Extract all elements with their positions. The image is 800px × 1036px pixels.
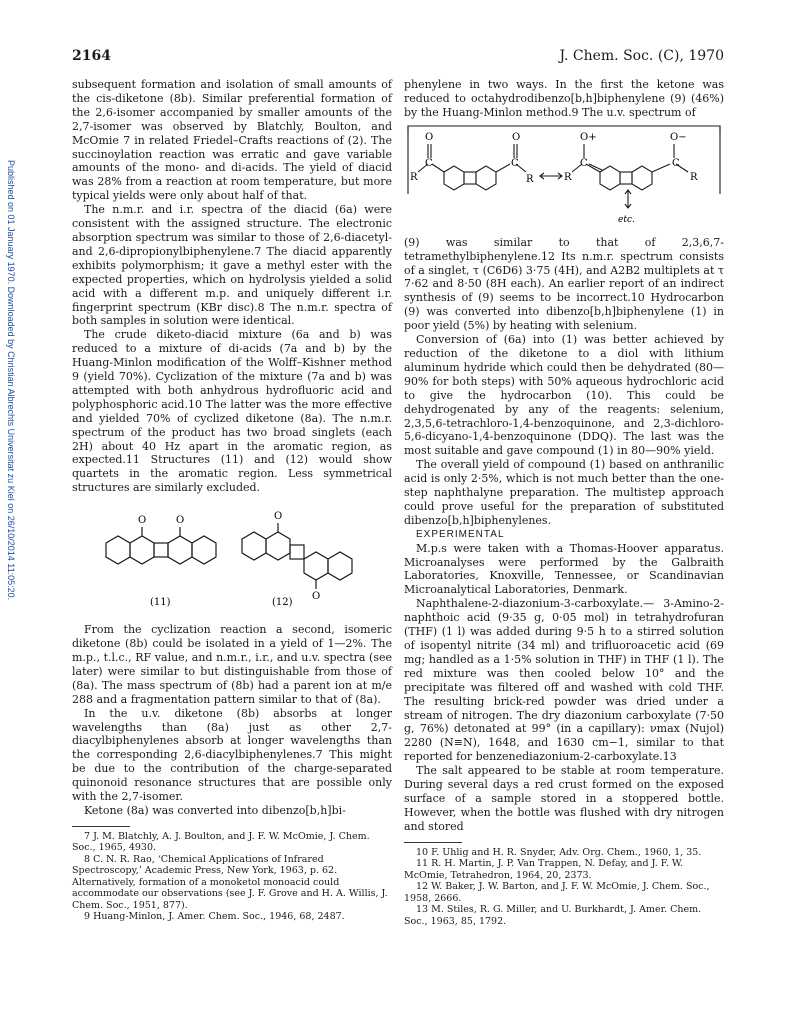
page-number: 2164 <box>72 48 111 64</box>
experimental-paragraph-1: M.p.s were taken with a Thomas-Hoover apparatus. Microanalyses were performed by the Galbraith Laboratories, Knoxville, Tennessee, or Scandinavian Microanalytical Laboratories, Denmark. <box>404 541 724 597</box>
left-paragraph-5: In the u.v. diketone (8b) absorbs at longer wavelengths than (8a) just as other 2,7-diacylbiphenylenes absorb at longer wavelengths than the corresponding 2,6-diacylbiphenylenes.7 This might be due to the contribution of the charge-separated quinonoid resonance structures that are possible only with the 2,7-isomer. <box>72 706 392 804</box>
ring-12-right-benzene <box>304 552 328 580</box>
mid-c-label: C <box>511 157 519 169</box>
right-paragraph-4: The overall yield of compound (1) based on anthranilic acid is only 2·5%, which is not much better than the one-step naphthalyne preparation. The multistep approach could prove useful for the preparation of substituted dibenzo[b,h]biphenylenes. <box>404 458 724 527</box>
left-r-label: R <box>410 171 418 183</box>
carbonyl-o-11b: O <box>176 515 185 527</box>
ring-11-right-cyclohexanone <box>192 536 216 564</box>
right-r-label: R <box>564 171 572 183</box>
footnote-rule-right <box>404 842 462 843</box>
footnote-12: 12 W. Baker, J. W. Barton, and J. F. W. McOmie, J. Chem. Soc., 1958, 2666. <box>404 881 710 904</box>
experimental-paragraph-2: Naphthalene-2-diazonium-3-carboxylate.— 3-Amino-2-naphthoic acid (9·35 g, 0·05 mol) in tetrahydrofuran (THF) (1 l) was added during 9·5 h to a stirred solution of isopentyl nitrite (34 ml) and trifluoroacetic acid (69 mg; handled as a 1·5% solution in THF) in THF (1 l). The red mixture was then cooled below 10° and the precipitate was filtered off and washed with cold THF. The resulting brick-red powder was dried under a stream of nitrogen. The dry diazonium carboxylate (7·50 g, 76%) detonated at 99° (in a capillary): νmax (Nujol) 2280 (N≡N), 1648, and 1630 cm−1, similar to that reported for benzenediazonium-2-carboxylate.13 <box>404 597 724 764</box>
footnote-7: 7 J. M. Blatchly, A. J. Boulton, and J. F. W. McOmie, J. Chem. Soc., 1965, 4930. <box>72 830 370 854</box>
right-c-label: C <box>580 157 588 169</box>
structure-12-label: (12) <box>272 597 293 609</box>
mid-r-label: R <box>526 173 534 185</box>
carbonyl-o-12a: O <box>274 511 283 523</box>
resonance-figure <box>404 124 724 230</box>
left-paragraph-6: Ketone (8a) was converted into dibenzo[b,h]bi- <box>84 803 346 817</box>
ring-12-left-benzene <box>266 532 290 560</box>
left-o-label: O <box>425 131 434 143</box>
experimental-paragraph-3: The salt appeared to be stable at room temperature. During several days a red crust formed on the exposed surface of a sample stored in a stoppered bottle. However, when the bottle was flushed with dry nitrogen and stored <box>404 764 724 833</box>
right-c2-label: C <box>672 157 680 169</box>
etc-label: etc. <box>618 214 635 225</box>
right-column <box>404 78 724 927</box>
ring-11-left-cyclohexanone <box>106 536 130 564</box>
carbonyl-o-12b: O <box>312 591 321 603</box>
footnote-9: 9 Huang-Minlon, J. Amer. Chem. Soc., 1946, 68, 2487. <box>84 911 345 923</box>
right-r2-label: R <box>690 171 698 183</box>
right-paragraph-2: (9) was similar to that of 2,3,6,7-tetramethylbiphenylene.12 Its n.m.r. spectrum consists of a singlet, τ (C6D6) 3·75 (4H), and A2B2 multiplets at τ 7·62 and 8·50 (8H each). An earlier report of an indirect synthesis of (9) seems to be incorrect.10 Hydrocarbon (9) was converted into dibenzo[b,h]biphenylene (1) in poor yield (5%) by heating with selenium. <box>404 235 724 333</box>
left-paragraph-2: The n.m.r. and i.r. spectra of the diacid (6a) were consistent with the assigned structure. The electronic absorption spectrum was similar to those of 2,6-diacetyl- and 2,6-dipropionylbiphenylene.7 The diacid apparently exhibits polymorphism; it gave a methyl ester with the expected properties, which on hydrolysis yielded a solid acid with a different m.p. and uniquely different i.r. fingerprint spectrum (KBr disc).8 The n.m.r. spectra of both samples in solution were identical. <box>72 203 392 328</box>
left-c-label: C <box>425 157 433 169</box>
footnote-8: 8 C. N. R. Rao, ‘Chemical Applications of Infrared Spectroscopy,’ Academic Press, New York, 1963, p. 62. Alternatively, formation of a monoketol monoacid could accommodate our observations (see J. F. Grove and H. A. Willis, J. Chem. Soc., 1951, 877). <box>72 853 388 911</box>
ring-11-cyclobutadiene <box>154 543 168 557</box>
right-o-minus-label: O− <box>670 131 687 143</box>
mid-o-label: O <box>512 131 521 143</box>
structures-11-12-diagram <box>72 503 392 613</box>
journal-header: J. Chem. Soc. (C), 1970 <box>559 48 724 64</box>
ring-11-right-benzene <box>168 536 192 564</box>
left-paragraph-3: The crude diketo-diacid mixture (6a and b) was reduced to a mixture of di-acids (7a and b) by the Huang-Minlon modification of the Wolff–Kishner method 9 (yield 70%). Cyclization of the mixture (7a and b) was attempted with both anhydrous hydrofluoric acid and polyphosphoric acid.10 The latter was the more effective and yielded 70% of cyclized diketone (8a). The n.m.r. spectrum of the product has two broad singlets (each 2H) about 40 Hz apart in the aromatic region, as expected.11 Structures (11) and (12) would show quartets in the aromatic region. Less symmetrical structures are similarly excluded. <box>72 328 392 495</box>
ring-12-right-cyclohexanone <box>328 552 352 580</box>
right-paragraph-3: Conversion of (6a) into (1) was better achieved by reduction of the diketone to a diol with lithium aluminum hydride which could then be dehydrated (80—90% for both steps) with 50% aqueous hydrochloric acid to give the hydrocarbon (10). This could be dehydrogenated by any of the reagents: selenium, 2,3,5,6-tetrachloro-1,4-benzoquinone, and 2,3-dichloro-5,6-dicyano-1,4-benzoquinone (DDQ). The last was the most suitable and gave compound (1) in 80—90% yield. <box>404 333 724 458</box>
download-notice-text: Published on 01 January 1970. Downloaded by Christian Albrechts Universitat zu Kiel on 26/10/2014 11:05:20. <box>6 160 16 601</box>
footnote-13: 13 M. Stiles, R. G. Miller, and U. Burkhardt, J. Amer. Chem. Soc., 1963, 85, 1792. <box>404 904 702 927</box>
structure-11-label: (11) <box>150 597 171 609</box>
resonance-diagram <box>404 124 724 230</box>
footnote-11: 11 R. H. Martin, J. P. Van Trappen, N. Defay, and J. F. W. McOmie, Tetrahedron, 1964, 20, 2373. <box>404 858 684 881</box>
right-paragraph-1: phenylene in two ways. In the first the ketone was reduced to octahydrodibenzo[b,h]biphenylene (9) (46%) by the Huang-Minlon method.9 The u.v. spectrum of <box>404 78 724 119</box>
right-o-plus-label: O+ <box>580 131 597 143</box>
left-paragraph-4: From the cyclization reaction a second, isomeric diketone (8b) could be isolated in a yield of 1—2%. The m.p., t.l.c., RF value, and n.m.r., i.r., and u.v. spectra (see later) were similar to but distinguishable from those of (8a). The mass spectrum of (8b) had a parent ion at m/e 288 and a fragmentation pattern similar to that of (8a). <box>72 623 392 706</box>
left-column <box>72 78 392 923</box>
ring-12-left-cyclohexanone <box>242 532 266 560</box>
footnote-10-adv: 10 F. Uhlig and H. R. Snyder, Adv. Org. Chem., 1960, 1, 35. <box>416 846 702 858</box>
left-paragraph-1: subsequent formation and isolation of small amounts of the cis-diketone (8b). Similar preferential formation of the 2,6-isomer accompanied by smaller amounts of the 2,7-isomer was observed by Blatchly, Boulton, and McOmie 7 in related Friedel–Crafts reactions of (2). The succinoylation reaction was erratic and gave variable amounts of the mono- and di-acids. The yield of diacid was 28% from a reaction at room temperature, but more typical yields were only about half of that. <box>72 78 392 203</box>
ring-11-left-benzene <box>130 536 154 564</box>
structures-11-12-figure <box>72 503 392 613</box>
carbonyl-o-11a: O <box>138 515 147 527</box>
experimental-heading: EXPERIMENTAL <box>416 528 505 540</box>
download-notice <box>2 160 16 680</box>
ring-12-cyclobutadiene <box>290 545 304 559</box>
footnote-rule <box>72 826 130 827</box>
